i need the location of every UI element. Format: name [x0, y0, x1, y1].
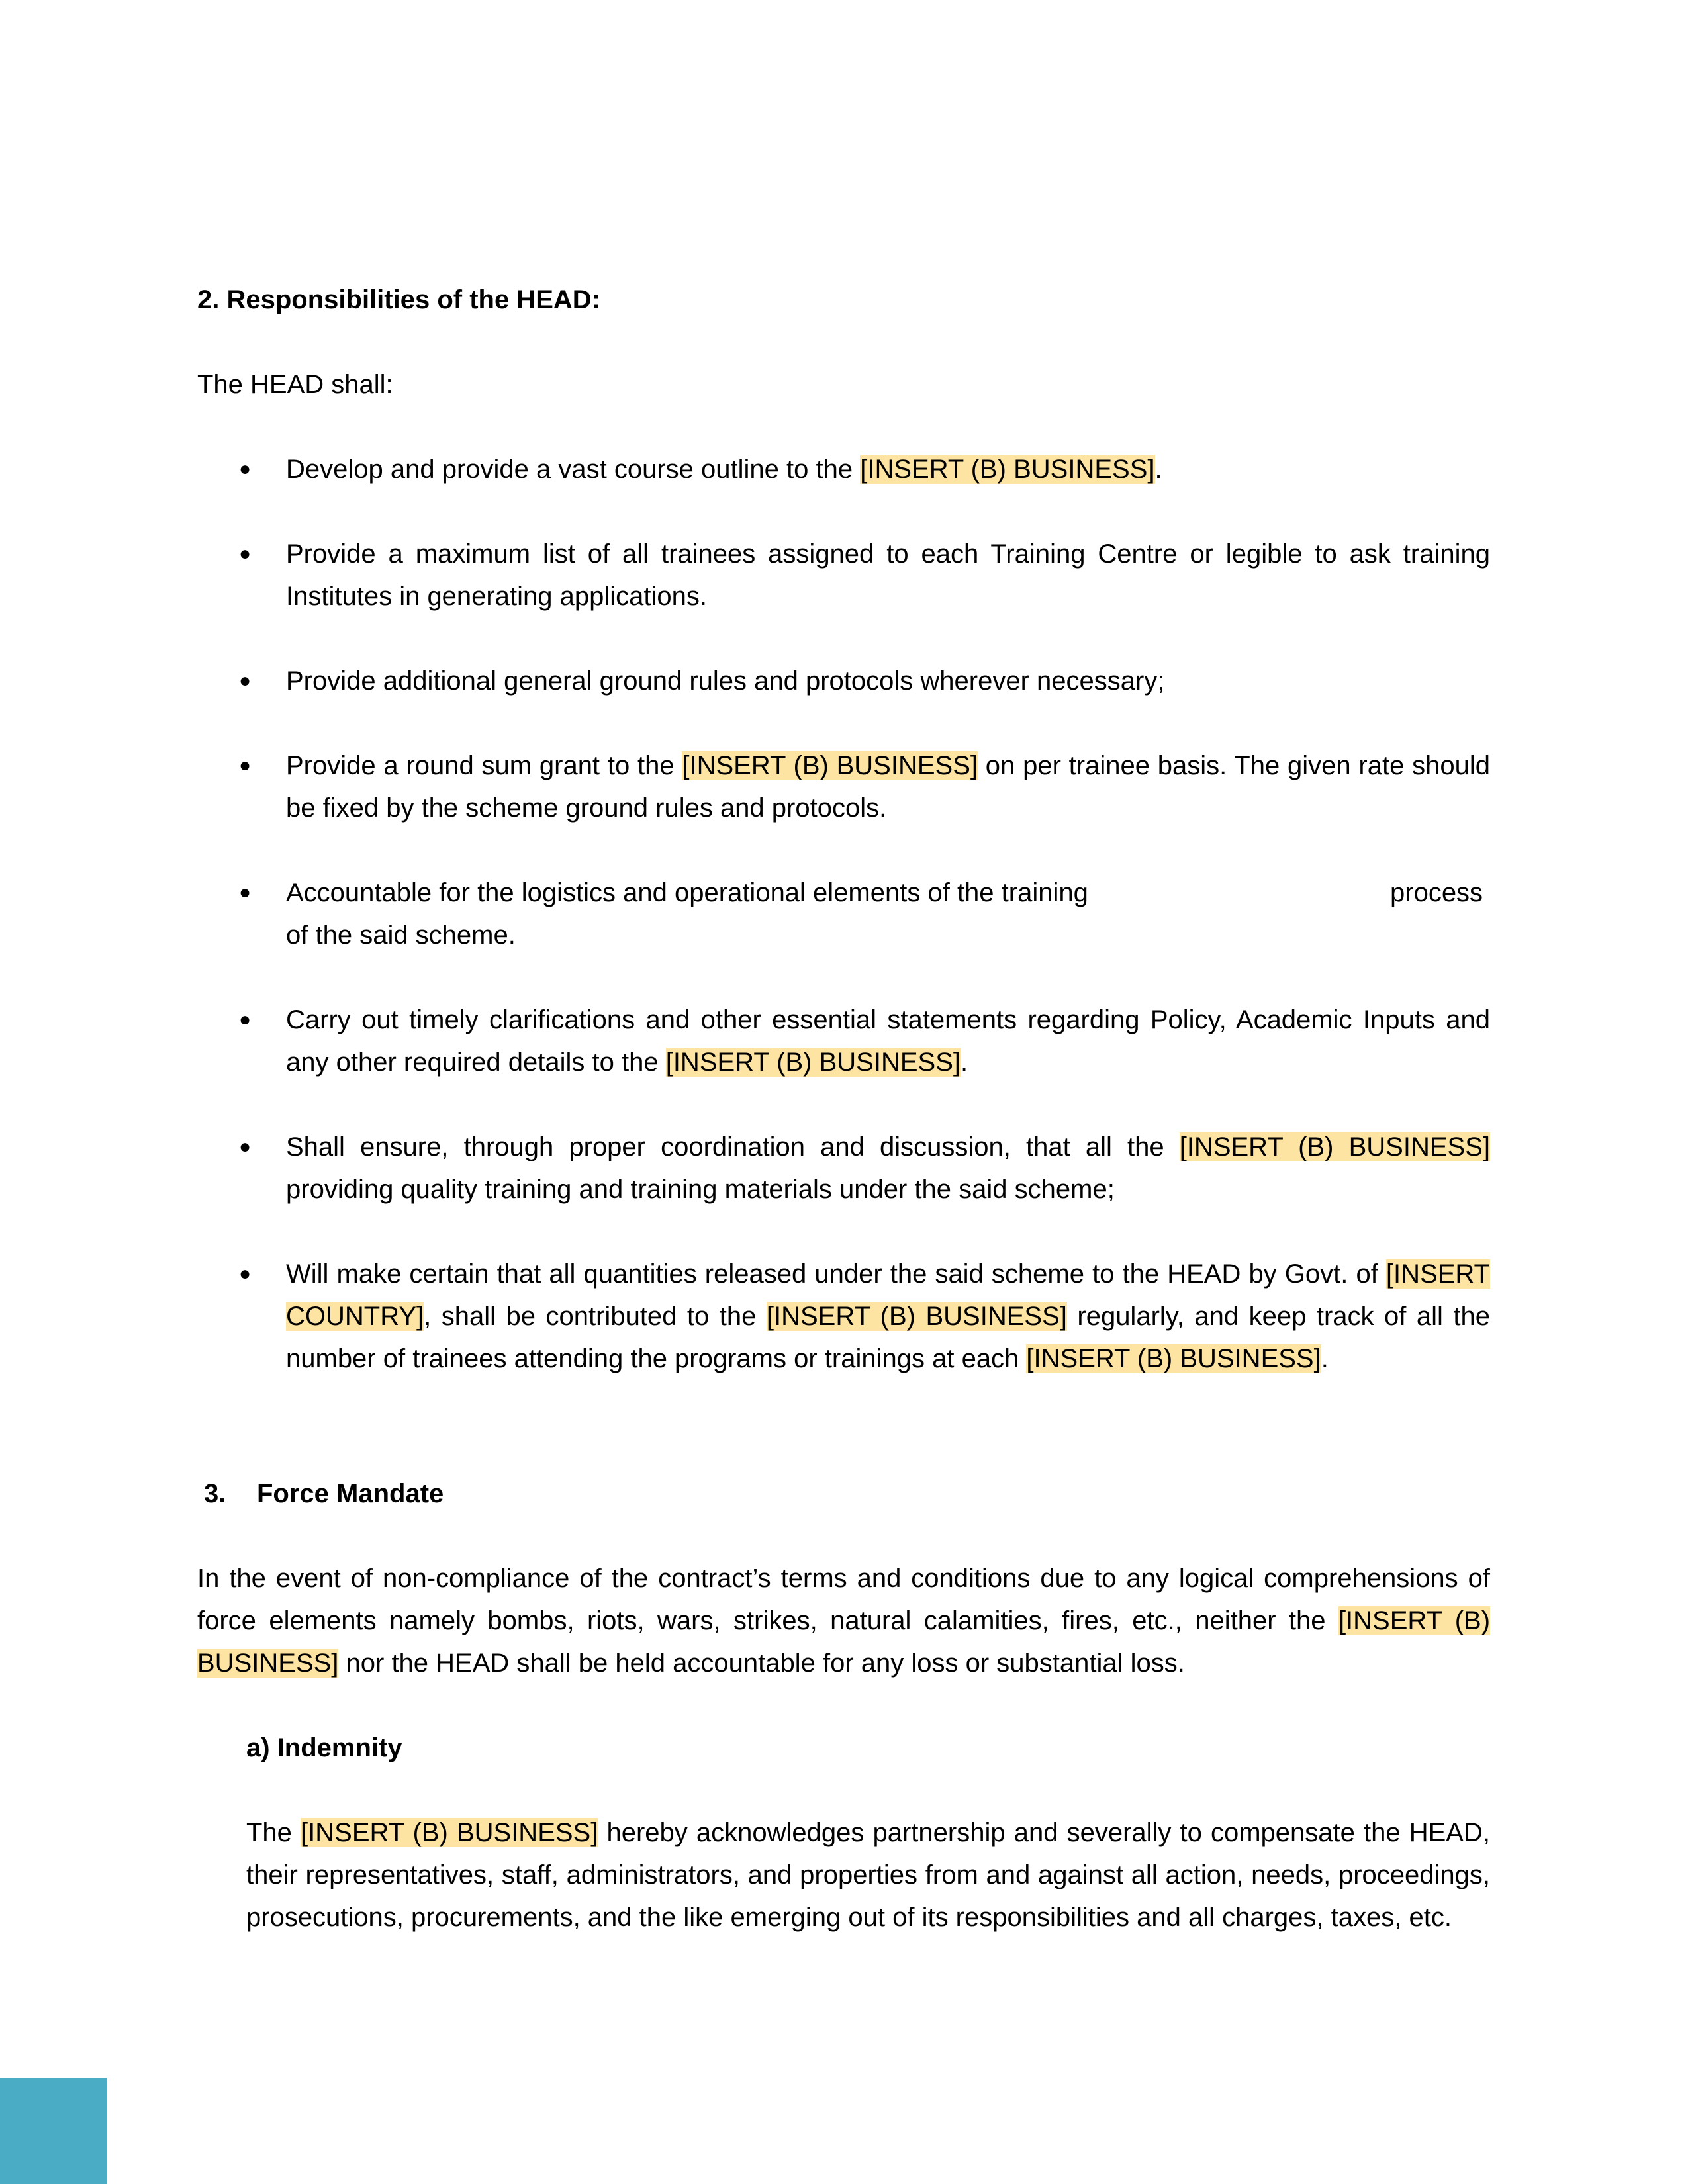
list-item-text: Provide a maximum list of all trainees assigned to each Training Centre or legible to ask training Institutes in generating applications.: [286, 539, 1490, 611]
bullet-marker: ●: [238, 670, 252, 692]
placeholder-business: [INSERT (B) BUSINESS]: [860, 455, 1155, 484]
list-item-text: Develop and provide a vast course outline to the [INSERT (B) BUSINESS].: [286, 455, 1162, 484]
section-2-intro: The HEAD shall:: [197, 370, 393, 399]
list-item-text-continued: of the said scheme.: [286, 921, 516, 950]
list-item-text: Provide a round sum grant to the [INSERT (B) BUSINESS] on per trainee basis. The given rate should be fixed by the scheme ground rules and protocols.: [286, 751, 1491, 823]
list-item-text: Provide additional general ground rules and protocols wherever necessary;: [286, 666, 1165, 696]
section-3-title: Force Mandate: [257, 1479, 444, 1508]
placeholder-business: [INSERT (B) BUSINESS]: [197, 1606, 1491, 1678]
section-3-paragraph: In the event of non-compliance of the contract’s terms and conditions due to any logical comprehensions of force elements namely bombs, riots, wars, strikes, natural calamities, fires, etc., neither the [INSERT (B) BUSINESS] nor the HEAD shall be held accountable for any loss or substantial loss.: [197, 1564, 1491, 1678]
placeholder-business: [INSERT (B) BUSINESS]: [766, 1302, 1067, 1331]
placeholder-business: [INSERT (B) BUSINESS]: [665, 1048, 961, 1077]
bullet-marker: ●: [238, 1136, 252, 1158]
bullet-marker: ●: [238, 754, 252, 776]
placeholder-business: [INSERT (B) BUSINESS]: [1179, 1132, 1491, 1161]
indemnity-heading: a) Indemnity: [246, 1733, 402, 1762]
section-3-number: 3.: [204, 1479, 226, 1508]
bullet-marker: ●: [238, 1263, 252, 1285]
section-2-heading: 2. Responsibilities of the HEAD:: [197, 285, 600, 314]
list-item-text: Will make certain that all quantities released under the said scheme to the HEAD by Govt. of [INSERT COUNTRY], shall be contributed to the [INSERT (B) BUSINESS] regularly, and keep track of all the number of trainees attending the programs or trainings at each [INSERT (B) BUSINESS].: [286, 1259, 1490, 1373]
corner-accent-block: [0, 2078, 107, 2184]
bullet-marker: ●: [238, 882, 252, 903]
list-item-text: Carry out timely clarifications and other essential statements regarding Policy, Academic Inputs and any other required details to the [INSERT (B) BUSINESS].: [286, 1005, 1490, 1077]
indemnity-paragraph: The [INSERT (B) BUSINESS] hereby acknowledges partnership and severally to compensate the HEAD, their representatives, staff, administrators, and properties from and against all action, needs, proceedings, prosecutions, procurements, and the like emerging out of its responsibilities and all charges, taxes, etc.: [246, 1818, 1490, 1932]
placeholder-business: [INSERT (B) BUSINESS]: [301, 1818, 598, 1847]
placeholder-business: [INSERT (B) BUSINESS]: [1026, 1344, 1321, 1373]
placeholder-business: [INSERT (B) BUSINESS]: [682, 751, 978, 780]
list-item-text: Accountable for the logistics and operational elements of the training: [286, 878, 1088, 907]
placeholder-country: [INSERT COUNTRY]: [286, 1259, 1490, 1331]
bullet-marker: ●: [238, 1009, 252, 1030]
list-item-text-end: process: [1390, 878, 1483, 907]
section-3-heading: [204, 1473, 444, 1515]
bullet-marker: ●: [238, 458, 252, 480]
bullet-marker: ●: [238, 543, 252, 565]
list-item-text: Shall ensure, through proper coordination and discussion, that all the [INSERT (B) BUSINESS] providing quality training and training materials under the said scheme;: [286, 1132, 1491, 1204]
